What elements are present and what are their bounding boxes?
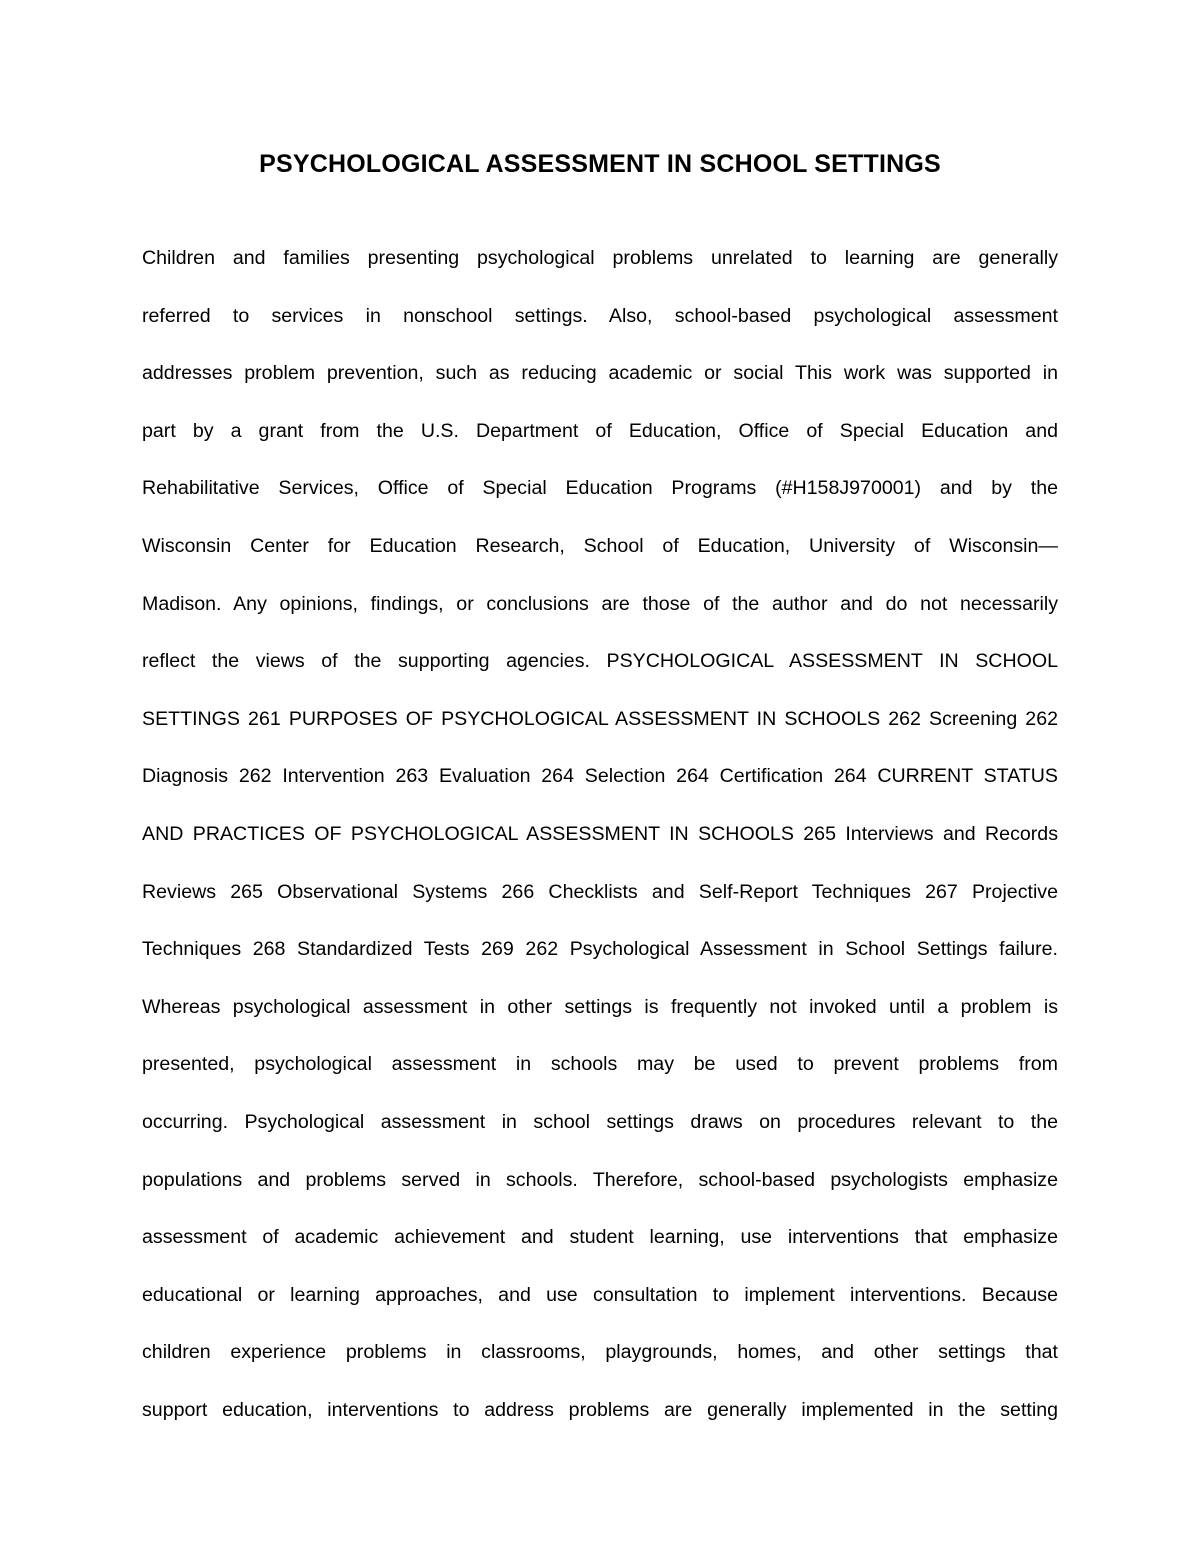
body-line: Reviews 265 Observational Systems 266 Checklists and Self-Report Techniques 267 Projective xyxy=(142,880,1058,903)
body-line: populations and problems served in schools. Therefore, school-based psychologists emphasize xyxy=(142,1168,1058,1191)
body-line: Diagnosis 262 Intervention 263 Evaluation 264 Selection 264 Certification 264 CURRENT STATUS xyxy=(142,765,1058,788)
body-line: presented, psychological assessment in schools may be used to prevent problems from xyxy=(142,1053,1058,1076)
body-line: addresses problem prevention, such as reducing academic or social This work was supported in xyxy=(142,362,1058,385)
body-line: support education, interventions to address problems are generally implemented in the setting xyxy=(142,1398,1058,1421)
body-line: Madison. Any opinions, findings, or conclusions are those of the author and do not necessarily xyxy=(142,592,1058,615)
document-body xyxy=(142,230,1058,1439)
body-line: assessment of academic achievement and student learning, use interventions that emphasize xyxy=(142,1226,1058,1249)
body-line: reflect the views of the supporting agencies. PSYCHOLOGICAL ASSESSMENT IN SCHOOL xyxy=(142,650,1058,673)
body-line: referred to services in nonschool settings. Also, school-based psychological assessment xyxy=(142,304,1058,327)
body-line: Wisconsin Center for Education Research, School of Education, University of Wisconsin— xyxy=(142,534,1058,557)
body-line: Rehabilitative Services, Office of Special Education Programs (#H158J970001) and by the xyxy=(142,477,1058,500)
body-line: Children and families presenting psychological problems unrelated to learning are generally xyxy=(142,247,1058,269)
body-line: AND PRACTICES OF PSYCHOLOGICAL ASSESSMENT IN SCHOOLS 265 Interviews and Records xyxy=(142,822,1058,845)
body-line: part by a grant from the U.S. Department of Education, Office of Special Education and xyxy=(142,419,1058,442)
body-line: occurring. Psychological assessment in school settings draws on procedures relevant to the xyxy=(142,1110,1058,1133)
body-line: children experience problems in classrooms, playgrounds, homes, and other settings that xyxy=(142,1341,1058,1364)
document-title: PSYCHOLOGICAL ASSESSMENT IN SCHOOL SETTINGS xyxy=(259,150,941,178)
body-line: SETTINGS 261 PURPOSES OF PSYCHOLOGICAL ASSESSMENT IN SCHOOLS 262 Screening 262 xyxy=(142,707,1058,730)
body-line: Techniques 268 Standardized Tests 269 262 Psychological Assessment in School Settings failure. xyxy=(142,938,1058,961)
body-line: educational or learning approaches, and use consultation to implement interventions. Because xyxy=(142,1283,1058,1306)
body-line: Whereas psychological assessment in other settings is frequently not invoked until a problem is xyxy=(142,995,1058,1018)
